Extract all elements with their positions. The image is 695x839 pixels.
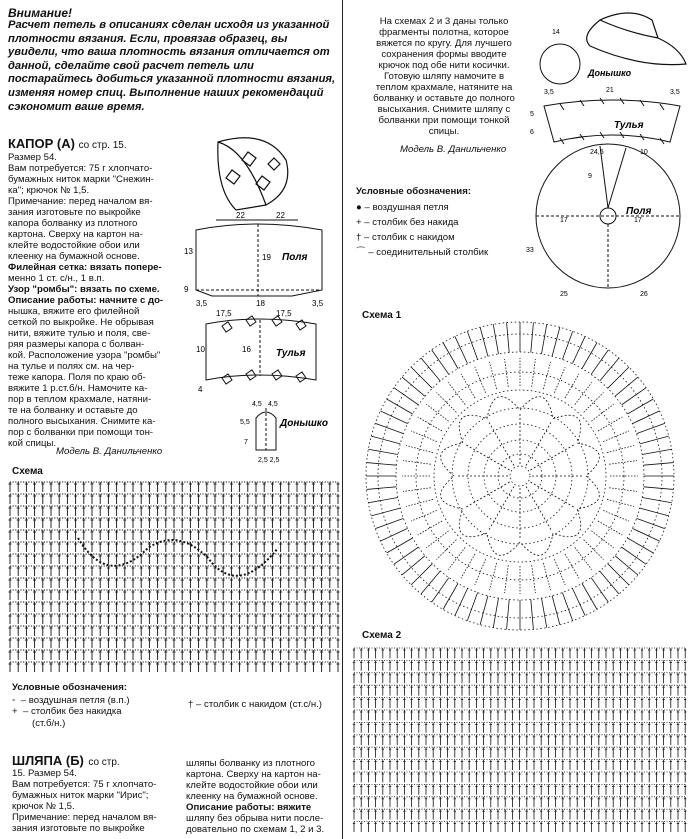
notice-body [8, 19, 336, 114]
notice-line: увидели, что ваша плотность вязания отличается от [8, 46, 330, 59]
kapor-line: клеенку на бумажной основе. [8, 251, 140, 262]
chain-stitch-symbol-icon: ◦ [12, 695, 16, 707]
single-crochet-icon: + [356, 217, 362, 229]
schema-1-circular-chart [352, 318, 692, 630]
column-divider [342, 0, 343, 839]
kapor-line: бумажных ниток марки "Снежин- [8, 174, 154, 185]
hat-notes-line: крючок под обе нити косички. [378, 60, 510, 71]
legend-1 [12, 682, 342, 727]
hat-tulya-label: Тулья [614, 120, 644, 131]
dim-don-left-a: 5,5 [240, 419, 250, 426]
dim-don-bottom: 2,5 2,5 [258, 457, 280, 464]
kapor-line: пор в теплом крахмале, натяни- [8, 394, 152, 405]
legend-1-item: – столбик без накидка [22, 706, 122, 718]
kapor-line: картона. Сверху на картон на- [8, 229, 143, 240]
dim-tulya-right: 16 [242, 345, 251, 354]
notice-line: плотности вязания. Если, провязав образец, вы [8, 32, 288, 45]
hat-pattern-diagram [526, 2, 692, 300]
kapor-line: капора болванку из плотного [8, 218, 138, 229]
tulya-label: Тулья [276, 348, 306, 359]
kapor-line: Вам потребуется: 75 г хлопчато- [8, 163, 153, 174]
shlyapa-text-left [12, 768, 182, 834]
hat-dim-21: 21 [606, 87, 614, 94]
hat-dim-5: 5 [530, 111, 534, 118]
shlyapa-line: клейте водостойкие обои или [186, 780, 318, 791]
shlyapa-line: крючок № 1,5. [12, 801, 75, 812]
circular-stitches [366, 322, 674, 630]
dim-don-top-b: 4,5 [268, 401, 278, 408]
dim-tulya-top-b: 17,5 [276, 309, 292, 318]
kapor-line: теже капора. Поля по краю об- [8, 372, 146, 383]
kapor-ref: со стр. 15. [78, 140, 127, 151]
legend-2-item: – столбик с накидом [364, 232, 455, 244]
grid-stitches [9, 482, 340, 672]
kapor-signature: Модель В. Данильченко [56, 446, 163, 457]
kapor-line: полного высыхания. Снимите ка- [8, 416, 156, 427]
hat-dim-35a: 3,5 [544, 89, 554, 96]
kapor-heading [8, 136, 127, 151]
dim-width-top2: 22 [276, 211, 285, 220]
hat-notes-line: теплом крахмале, натяните на [375, 82, 513, 93]
kapor-line: зания изготовьте по выкройке [8, 207, 141, 218]
notice-line: изменяя номер спиц. Выполнение наших рекомендаций [8, 86, 324, 99]
slip-stitch-icon: ⌒ [356, 247, 366, 259]
shlyapa-line: 15. Размер 54. [12, 768, 77, 779]
kapor-line: менно 1 ст. с/н., 1 в.п. [8, 273, 105, 284]
kapor-line: ка"; крючок № 1,5. [8, 185, 90, 196]
hat-sketch [587, 13, 686, 65]
schema-2-stitches [353, 648, 687, 832]
kapor-line: Описание работы: начните с до- [8, 295, 164, 306]
schema-1-label: Схема 1 [362, 310, 402, 321]
legend-2-title: Условные обозначения: [356, 186, 471, 197]
schema-label: Схема [12, 466, 43, 477]
kapor-line: ряя размеры капора с болван- [8, 339, 145, 350]
shlyapa-text-right [186, 758, 340, 835]
legend-1-item: – воздушная петля (в.п.) [20, 695, 130, 707]
hat-donyshko-label: Донышко [588, 68, 632, 78]
hood-sketch [218, 138, 288, 210]
kapor-line: пор с болванки при помощи тон- [8, 427, 154, 438]
kapor-line: Размер 54. [8, 152, 57, 163]
kapor-pattern-diagram [176, 130, 338, 470]
shlyapa-ref: со стр. [88, 757, 120, 768]
hat-dim-26: 26 [640, 291, 648, 298]
dim-bottom-b: 18 [256, 299, 265, 308]
shlyapa-line: довательно по схемам 1, 2 и 3. [186, 824, 325, 835]
schema-2-label: Схема 2 [362, 630, 402, 641]
dim-bottom-a: 3,5 [196, 299, 208, 308]
double-crochet-symbol-icon: † [188, 699, 194, 711]
schema-2-grid [352, 644, 692, 836]
notice-line: постарайтесь добиться указанной плотности вязания, [8, 73, 336, 86]
notice-line: данной, сделайте свой расчет петель или [8, 59, 254, 72]
hat-notes-line: На схемах 2 и 3 даны только [379, 16, 509, 27]
hat-dim-25: 25 [560, 291, 568, 298]
shlyapa-line: Описание работы: вяжите [186, 802, 312, 813]
dim-h3: 9 [184, 285, 189, 294]
shlyapa-line: Вам потребуется: 75 г хлопчато- [12, 779, 157, 790]
hat-polya-circle [536, 144, 680, 288]
legend-1-title: Условные обозначения: [12, 682, 127, 693]
shlyapa-title: ШЛЯПА (Б) [12, 753, 84, 768]
polya-label: Поля [282, 252, 308, 263]
hat-dim-17a: 17 [560, 217, 568, 224]
hat-dim-9: 9 [588, 173, 592, 180]
legend-2-item: – соединительный столбик [368, 247, 489, 259]
kapor-text [8, 152, 198, 449]
legend-2 [356, 186, 536, 260]
shlyapa-line: бумажных ниток марки "Ирис"; [12, 790, 149, 801]
shlyapa-line: Примечание: перед началом вя- [12, 812, 157, 823]
hat-dim-35b: 3,5 [670, 89, 680, 96]
kapor-title: КАПОР (А) [8, 136, 75, 151]
kapor-line: кой спицы. [8, 438, 57, 449]
notice-line: Расчет петель в описаниях сделан исходя из указанной [8, 19, 330, 31]
hat-notes-line: болванку и оставьте до полного [373, 93, 515, 104]
hat-dim-14: 14 [552, 29, 560, 36]
double-crochet-icon: † [356, 232, 362, 244]
dim-bottom-c: 3,5 [312, 299, 324, 308]
donyshko-circle [540, 44, 580, 84]
donyshko-label: Донышко [280, 418, 328, 429]
kapor-line: на тулье и полях см. на чер- [8, 361, 135, 372]
dim-don-left-b: 7 [244, 439, 248, 446]
kapor-line: Филейная сетка: вязать попере- [8, 262, 162, 273]
hat-tulya-band [544, 98, 680, 144]
hat-notes [356, 16, 532, 137]
legend-1-item: (ст.б/н.) [32, 717, 66, 729]
kapor-line: клейте водостойкие обои или [8, 240, 140, 251]
hat-notes-line: высыхания. Снимите шляпу с [377, 104, 511, 115]
shlyapa-line: зания изготовьте по выкройке [12, 823, 145, 834]
legend-2-item: – воздушная петля [364, 202, 449, 214]
dim-tulya-top-a: 17,5 [216, 309, 232, 318]
shlyapa-line: шляпы болванку из плотного [186, 758, 315, 769]
dim-h1: 13 [184, 247, 193, 256]
donyshko-pattern [256, 408, 276, 450]
dim-tulya-bottom: 4 [198, 385, 203, 394]
kapor-line: те на болванку и оставьте до [8, 405, 138, 416]
schema-grid [8, 478, 340, 674]
shlyapa-line: клеенку на бумажной основе. [186, 791, 318, 802]
hat-notes-line: болванки при помощи тонкой [378, 115, 510, 126]
kapor-line: Узор "ромбы": вязать по схеме. [8, 284, 160, 295]
legend-2-item: – столбик без накида [364, 217, 459, 229]
kapor-line: Примечание: перед началом вя- [8, 196, 153, 207]
hat-polya-label: Поля [626, 206, 652, 217]
kapor-line: вяжите 1 р.ст.б/н. Намочите ка- [8, 383, 148, 394]
dim-width-top: 22 [236, 211, 245, 220]
hat-dim-6: 6 [530, 129, 534, 136]
hat-notes-line: фрагменты полотна, которое [379, 27, 509, 38]
dim-tulya-left: 10 [196, 345, 205, 354]
shlyapa-line: картона. Сверху на картон на- [186, 769, 321, 780]
hat-notes-line: Готовую шляпу намочите в [383, 71, 505, 82]
hat-notes-line: сохранения формы вводите [381, 49, 507, 60]
shlyapa-line: шляпу без обрыва нити после- [186, 813, 324, 824]
chain-stitch-icon: ● [356, 202, 362, 214]
hat-notes-line: спицы. [428, 126, 460, 137]
hat-dim-10: 10 [640, 149, 648, 156]
hat-dim-245: 24,5 [590, 149, 604, 156]
kapor-line: нышка, вяжите его филейной [8, 306, 140, 317]
kapor-line: кой. Расположение узора "ромбы" [8, 350, 161, 361]
kapor-line: нити, вяжите тулью и поля, све- [8, 328, 151, 339]
hat-notes-line: вяжется по кругу. Для лучшего [376, 38, 512, 49]
kapor-line: сеткой по выкройке. Не обрывая [8, 317, 154, 328]
single-crochet-symbol-icon: + [12, 706, 18, 718]
hat-dim-33: 33 [526, 247, 534, 254]
dim-h2: 19 [262, 253, 271, 262]
hat-dim-17b: 17 [634, 217, 642, 224]
hat-signature: Модель В. Данильченко [400, 144, 507, 155]
legend-1-item-right: – столбик с накидом (ст.с/н.) [196, 699, 322, 711]
dim-don-top-a: 4,5 [252, 401, 262, 408]
notice-title: Внимание! [8, 6, 73, 20]
notice-line: сэкономит ваше время. [8, 100, 145, 113]
